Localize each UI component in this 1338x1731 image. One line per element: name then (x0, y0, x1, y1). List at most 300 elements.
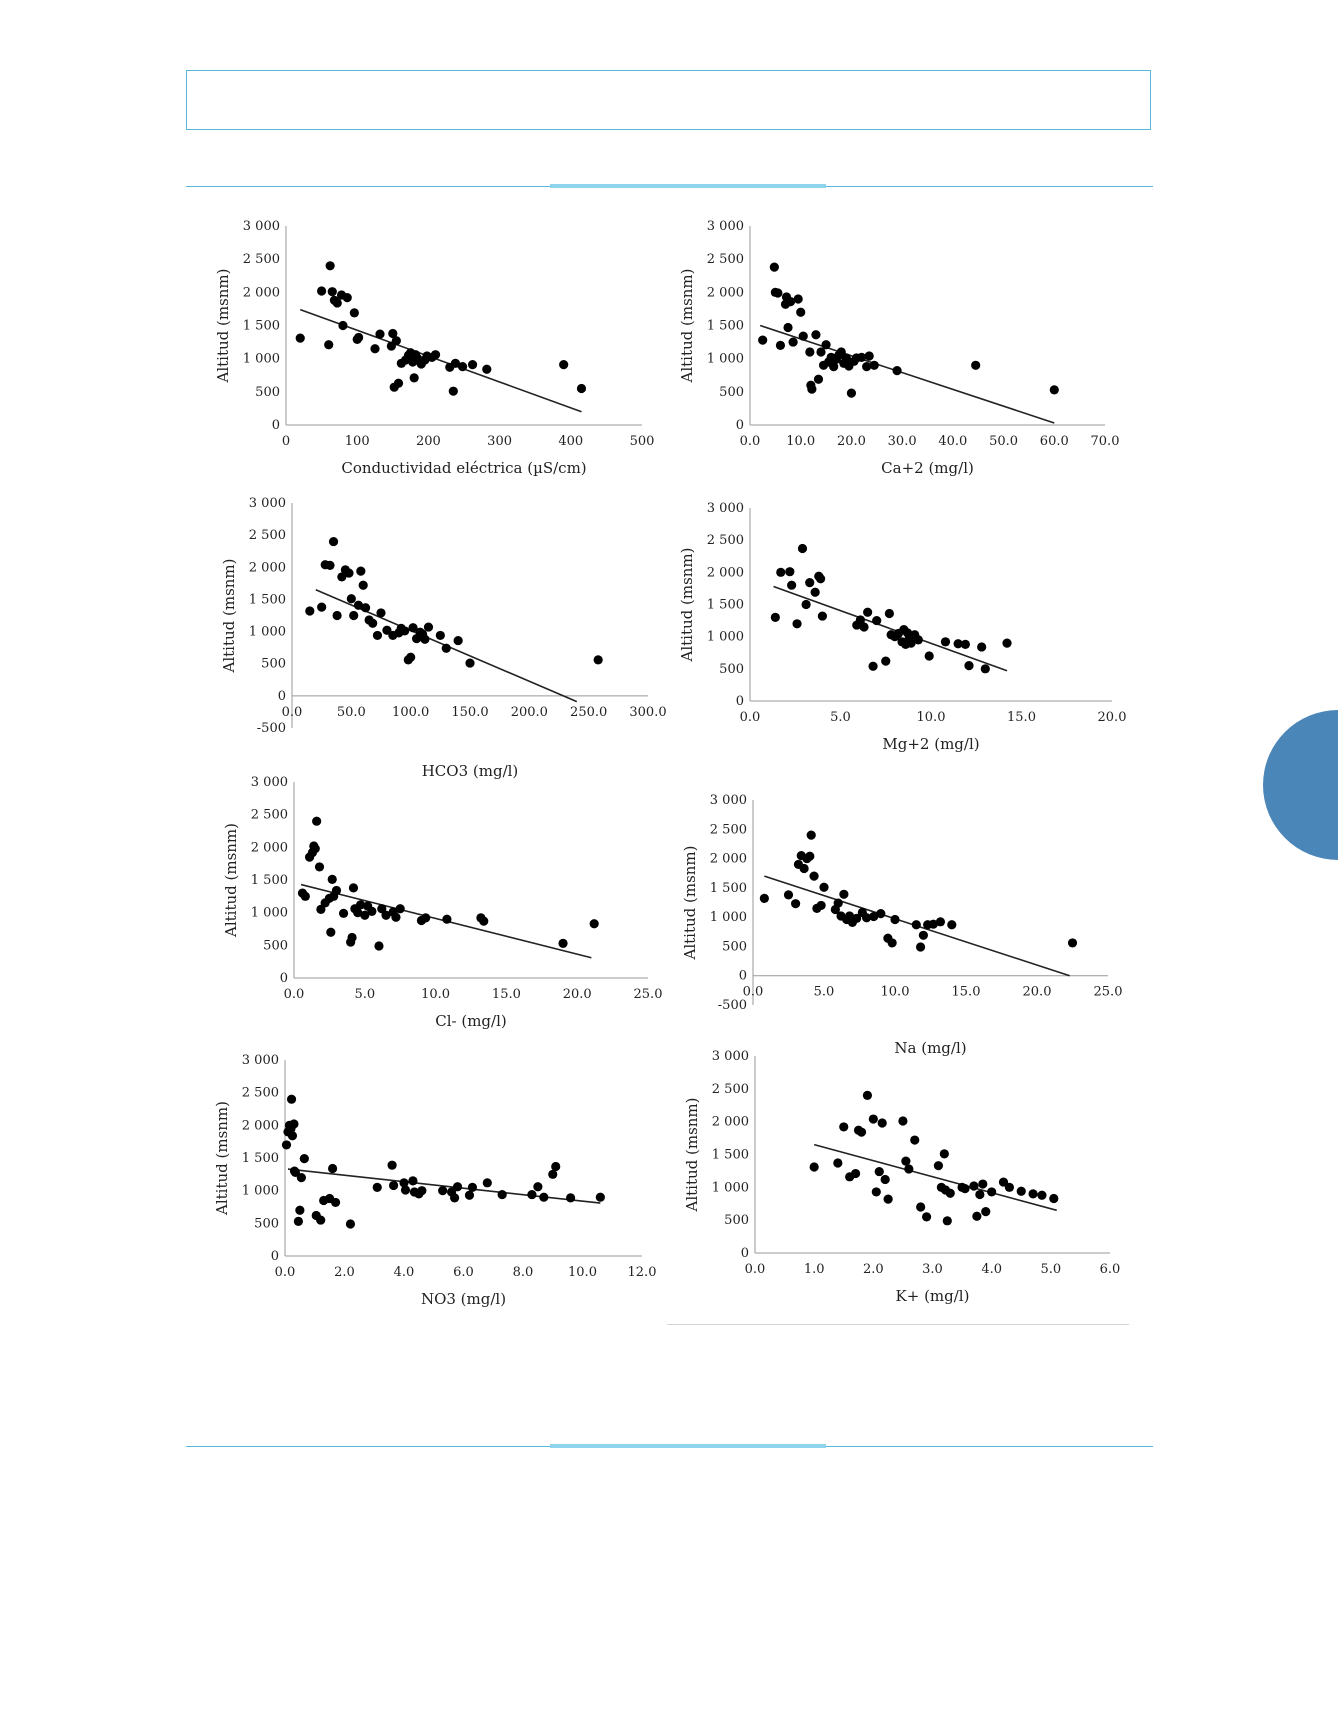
y-tick-label: 3 000 (706, 219, 744, 234)
y-axis-title: Altitud (msnm) (683, 1097, 701, 1212)
y-tick-label: 500 (719, 384, 744, 400)
data-point (859, 622, 868, 631)
data-point (964, 661, 973, 670)
chart-4 (678, 501, 1126, 753)
y-tick-label: 2 500 (709, 822, 747, 838)
data-point (368, 619, 377, 628)
y-tick-label: 500 (261, 656, 286, 672)
data-point (857, 1128, 866, 1137)
y-tick-label: 1 000 (706, 629, 744, 645)
data-point (577, 384, 586, 393)
data-point (868, 662, 877, 671)
y-tick-label: 2 500 (248, 528, 286, 544)
data-point (839, 1122, 848, 1131)
data-point (960, 1184, 969, 1193)
data-point (796, 308, 805, 317)
y-tick-label: 2 500 (241, 1085, 279, 1101)
x-tick-label: 0 (281, 434, 291, 449)
data-point (344, 568, 353, 577)
data-point (884, 1195, 893, 1204)
x-tick-label: 6.0 (453, 1265, 474, 1280)
x-axis-title: Na (mg/l) (894, 1039, 967, 1057)
y-tick-label: 0 (277, 688, 286, 704)
x-tick-label: 2.0 (862, 1262, 884, 1277)
data-point (450, 1193, 459, 1202)
x-tick-label: 0.0 (283, 987, 305, 1002)
data-point (442, 644, 451, 653)
data-point (394, 379, 403, 388)
y-tick-label: 2 500 (250, 807, 288, 823)
data-point (783, 323, 792, 332)
y-axis-title: Altitud (msnm) (220, 558, 238, 673)
data-point (408, 1176, 417, 1185)
data-point (301, 892, 310, 901)
y-tick-label: 3 000 (241, 1053, 279, 1068)
x-tick-label: 300 (487, 434, 513, 449)
data-point (400, 626, 409, 635)
data-point (596, 1193, 605, 1202)
data-point (805, 852, 814, 861)
y-tick-label: 3 000 (248, 496, 286, 511)
x-tick-label: 0.0 (739, 434, 761, 449)
y-tick-label: -500 (717, 998, 747, 1013)
data-point (359, 581, 368, 590)
data-point (465, 658, 474, 667)
x-tick-label: 0.0 (744, 1262, 766, 1277)
data-point (373, 631, 382, 640)
data-point (898, 1116, 907, 1125)
x-tick-label: 5.0 (1040, 1262, 1062, 1277)
data-point (438, 1186, 447, 1195)
data-point (539, 1193, 548, 1202)
data-point (296, 334, 305, 343)
data-point (289, 1119, 298, 1128)
data-point (869, 1114, 878, 1123)
data-point (1017, 1187, 1026, 1196)
data-point (454, 636, 463, 645)
data-point (910, 1135, 919, 1144)
data-point (892, 366, 901, 375)
data-point (449, 387, 458, 396)
data-point (548, 1170, 557, 1179)
data-point (453, 1182, 462, 1191)
data-point (789, 337, 798, 346)
data-point (391, 913, 400, 922)
y-axis-title: Altitud (msnm) (222, 822, 240, 938)
data-point (312, 817, 321, 826)
y-tick-label: 2 000 (242, 285, 280, 301)
data-point (468, 360, 477, 369)
data-point (816, 574, 825, 583)
x-tick-label: 10.0 (786, 434, 816, 449)
data-point (349, 611, 358, 620)
x-tick-label: 20.0 (836, 434, 866, 449)
x-tick-label: 25.0 (633, 987, 663, 1002)
data-point (282, 1140, 291, 1149)
data-point (300, 1154, 309, 1163)
chart-6 (681, 793, 1122, 1057)
data-point (328, 875, 337, 884)
data-point (758, 335, 767, 344)
data-point (417, 1186, 426, 1195)
x-tick-label: 200.0 (510, 704, 548, 720)
data-point (346, 1219, 355, 1228)
y-tick-label: 1 500 (709, 880, 747, 896)
x-tick-label: 15.0 (951, 984, 981, 1000)
x-tick-label: 70.0 (1090, 434, 1120, 449)
x-tick-label: 300.0 (629, 704, 667, 720)
x-tick-label: 20.0 (1022, 984, 1052, 1000)
data-point (343, 293, 352, 302)
data-point (936, 917, 945, 926)
x-axis-title: Ca+2 (mg/l) (881, 459, 974, 477)
y-tick-label: 2 500 (711, 1081, 749, 1097)
data-point (347, 594, 356, 603)
chart-2 (678, 219, 1119, 477)
data-point (442, 915, 451, 924)
data-point (420, 635, 429, 644)
data-point (328, 1164, 337, 1173)
data-point (833, 1158, 842, 1167)
data-point (1005, 1183, 1014, 1192)
data-point (811, 588, 820, 597)
data-point (317, 603, 326, 612)
data-point (347, 933, 356, 942)
y-tick-label: 2 000 (241, 1118, 279, 1134)
x-tick-label: 250.0 (570, 704, 608, 720)
chart-8 (683, 1049, 1120, 1305)
y-tick-label: 500 (719, 661, 744, 677)
y-tick-label: 3 000 (706, 501, 744, 516)
y-tick-label: 2 000 (709, 851, 747, 867)
data-point (329, 537, 338, 546)
y-tick-label: 1 000 (248, 624, 286, 640)
data-point (807, 831, 816, 840)
y-tick-label: 1 000 (709, 910, 747, 926)
y-tick-label: 1 500 (706, 318, 744, 334)
data-point (1049, 1194, 1058, 1203)
data-point (482, 365, 491, 374)
y-tick-label: 500 (255, 384, 280, 400)
data-point (356, 567, 365, 576)
data-point (479, 917, 488, 926)
x-tick-label: 6.0 (1099, 1262, 1121, 1277)
y-tick-label: 1 500 (242, 318, 280, 334)
data-point (317, 286, 326, 295)
x-tick-label: 12.0 (627, 1265, 657, 1280)
y-tick-label: 0 (279, 971, 288, 986)
data-point (847, 389, 856, 398)
data-point (315, 862, 324, 871)
data-point (350, 308, 359, 317)
y-tick-label: 500 (254, 1216, 279, 1232)
data-point (326, 928, 335, 937)
x-tick-label: 10.0 (421, 987, 451, 1002)
x-tick-label: 200 (415, 434, 441, 449)
y-tick-label: 3 000 (250, 775, 288, 790)
y-tick-label: 0 (735, 418, 744, 433)
x-tick-label: 500 (629, 434, 655, 449)
data-point (919, 931, 928, 940)
data-point (881, 657, 890, 666)
data-point (406, 653, 415, 662)
data-point (375, 330, 384, 339)
y-axis-title: Altitud (msnm) (678, 547, 696, 662)
data-point (784, 890, 793, 899)
data-point (328, 287, 337, 296)
data-point (943, 1216, 952, 1225)
data-point (295, 1206, 304, 1215)
data-point (559, 360, 568, 369)
y-tick-label: 1 000 (706, 351, 744, 367)
chart-1 (214, 219, 654, 477)
data-point (468, 1183, 477, 1192)
x-tick-label: 5.0 (813, 984, 835, 1000)
data-point (916, 1202, 925, 1211)
x-tick-label: 10.0 (880, 984, 910, 1000)
data-point (410, 373, 419, 382)
data-point (370, 344, 379, 353)
data-point (1002, 639, 1011, 648)
data-point (819, 883, 828, 892)
data-point (934, 1161, 943, 1170)
data-point (975, 1190, 984, 1199)
y-tick-label: 0 (740, 1246, 749, 1261)
data-point (354, 333, 363, 342)
y-tick-label: 2 000 (706, 565, 744, 581)
data-point (888, 938, 897, 947)
data-point (925, 651, 934, 660)
data-point (916, 942, 925, 951)
x-tick-label: 0.0 (742, 984, 764, 1000)
data-point (349, 883, 358, 892)
y-axis-title: Altitud (msnm) (214, 268, 232, 383)
data-point (566, 1193, 575, 1202)
data-point (331, 1198, 340, 1207)
x-tick-label: 15.0 (1007, 710, 1036, 725)
data-point (872, 616, 881, 625)
x-tick-label: 5.0 (354, 987, 376, 1002)
data-point (771, 613, 780, 622)
data-point (961, 640, 970, 649)
data-point (940, 1149, 949, 1158)
data-point (817, 901, 826, 910)
data-point (374, 941, 383, 950)
x-tick-label: 25.0 (1093, 984, 1123, 1000)
data-point (863, 608, 872, 617)
data-point (396, 904, 405, 913)
data-point (424, 622, 433, 631)
y-tick-label: 500 (722, 939, 747, 955)
data-point (839, 890, 848, 899)
data-point (294, 1217, 303, 1226)
data-point (458, 362, 467, 371)
data-point (361, 603, 370, 612)
data-point (392, 336, 401, 345)
y-axis-title: Altitud (msnm) (678, 268, 696, 383)
x-tick-label: 30.0 (887, 434, 917, 449)
x-tick-label: 0.0 (739, 710, 761, 725)
data-point (794, 294, 803, 303)
chart-3 (220, 496, 667, 780)
x-tick-label: 400 (558, 434, 584, 449)
data-point (594, 655, 603, 664)
y-tick-label: 500 (724, 1213, 749, 1229)
data-point (373, 1183, 382, 1192)
data-point (776, 341, 785, 350)
data-point (818, 611, 827, 620)
data-point (977, 642, 986, 651)
data-point (1037, 1191, 1046, 1200)
data-point (533, 1182, 542, 1191)
data-point (971, 361, 980, 370)
x-axis-title: HCO3 (mg/l) (421, 762, 519, 780)
data-point (876, 909, 885, 918)
data-point (376, 608, 385, 617)
data-point (870, 361, 879, 370)
y-tick-label: 3 000 (709, 793, 747, 808)
y-tick-label: 0 (270, 1249, 279, 1264)
data-point (338, 321, 347, 330)
x-tick-label: 3.0 (922, 1262, 943, 1277)
x-tick-label: 50.0 (989, 434, 1019, 449)
data-point (878, 1118, 887, 1127)
x-tick-label: 100 (344, 434, 370, 449)
data-point (912, 920, 921, 929)
data-point (946, 1189, 955, 1198)
data-point (483, 1178, 492, 1187)
data-point (805, 578, 814, 587)
chart-7 (213, 1053, 656, 1308)
data-point (431, 350, 440, 359)
data-point (498, 1190, 507, 1199)
y-tick-label: 0 (735, 694, 744, 709)
y-tick-label: 2 500 (242, 252, 280, 268)
data-point (972, 1212, 981, 1221)
data-point (885, 609, 894, 618)
x-tick-label: 10.0 (916, 710, 946, 725)
data-point (800, 864, 809, 873)
data-point (297, 1173, 306, 1182)
x-tick-label: 5.0 (830, 710, 851, 725)
data-point (814, 375, 823, 384)
data-point (326, 261, 335, 270)
data-point (904, 1164, 913, 1173)
data-point (785, 567, 794, 576)
data-point (863, 1091, 872, 1100)
data-point (901, 1156, 910, 1165)
y-axis-title: Altitud (msnm) (681, 845, 699, 960)
data-point (799, 332, 808, 341)
x-tick-label: 8.0 (512, 1265, 534, 1280)
y-tick-label: 2 000 (706, 285, 744, 301)
x-tick-label: 1.0 (803, 1262, 825, 1277)
x-axis-title: Mg+2 (mg/l) (882, 735, 980, 753)
x-tick-label: 20.0 (1097, 710, 1127, 725)
x-tick-label: 10.0 (568, 1265, 597, 1280)
data-point (776, 568, 785, 577)
data-point (760, 894, 769, 903)
y-axis-title: Altitud (msnm) (213, 1100, 231, 1216)
y-tick-label: 1 000 (250, 905, 288, 921)
x-axis-title: K+ (mg/l) (895, 1287, 970, 1305)
data-point (288, 1131, 297, 1140)
x-tick-label: 100.0 (392, 704, 430, 720)
data-point (421, 913, 430, 922)
x-tick-label: 4.0 (981, 1262, 1003, 1277)
data-point (792, 619, 801, 628)
data-point (978, 1179, 987, 1188)
x-tick-label: 150.0 (451, 704, 489, 720)
x-tick-label: 50.0 (336, 704, 366, 720)
y-tick-label: -500 (256, 721, 286, 736)
data-point (590, 919, 599, 928)
data-point (316, 1215, 325, 1224)
data-point (922, 1212, 931, 1221)
data-point (914, 635, 923, 644)
data-point (805, 347, 814, 356)
data-point (436, 631, 445, 640)
data-point (810, 1162, 819, 1171)
y-tick-label: 2 500 (706, 252, 744, 268)
data-point (872, 1187, 881, 1196)
x-tick-label: 0.0 (274, 1265, 296, 1280)
y-tick-label: 500 (263, 938, 288, 954)
y-tick-label: 1 500 (248, 592, 286, 608)
data-point (875, 1167, 884, 1176)
data-point (811, 330, 820, 339)
data-point (981, 664, 990, 673)
y-tick-label: 1 000 (241, 1183, 279, 1199)
data-point (881, 1175, 890, 1184)
data-point (798, 544, 807, 553)
data-point (1028, 1189, 1037, 1198)
y-tick-label: 2 000 (248, 560, 286, 576)
data-point (388, 1161, 397, 1170)
data-point (287, 1095, 296, 1104)
data-point (981, 1207, 990, 1216)
data-point (890, 915, 899, 924)
data-point (773, 288, 782, 297)
y-tick-label: 1 000 (242, 351, 280, 367)
data-point (325, 561, 334, 570)
data-point (791, 899, 800, 908)
y-tick-label: 3 000 (711, 1049, 749, 1064)
data-point (851, 1169, 860, 1178)
data-point (987, 1187, 996, 1196)
data-point (339, 909, 348, 918)
y-tick-label: 1 500 (706, 597, 744, 613)
y-tick-label: 1 500 (241, 1151, 279, 1166)
data-point (332, 611, 341, 620)
data-point (821, 340, 830, 349)
x-tick-label: 40.0 (938, 434, 968, 449)
data-point (558, 939, 567, 948)
y-tick-label: 1 500 (250, 873, 288, 888)
trend-line (774, 586, 1007, 670)
data-point (1050, 385, 1059, 394)
chart-5 (222, 775, 662, 1030)
data-point (809, 872, 818, 881)
data-point (807, 385, 816, 394)
y-tick-label: 1 000 (711, 1180, 749, 1196)
data-point (527, 1190, 536, 1199)
x-tick-label: 4.0 (393, 1265, 415, 1280)
data-point (389, 1181, 398, 1190)
data-point (332, 886, 341, 895)
y-tick-label: 2 500 (706, 533, 744, 549)
data-point (787, 581, 796, 590)
